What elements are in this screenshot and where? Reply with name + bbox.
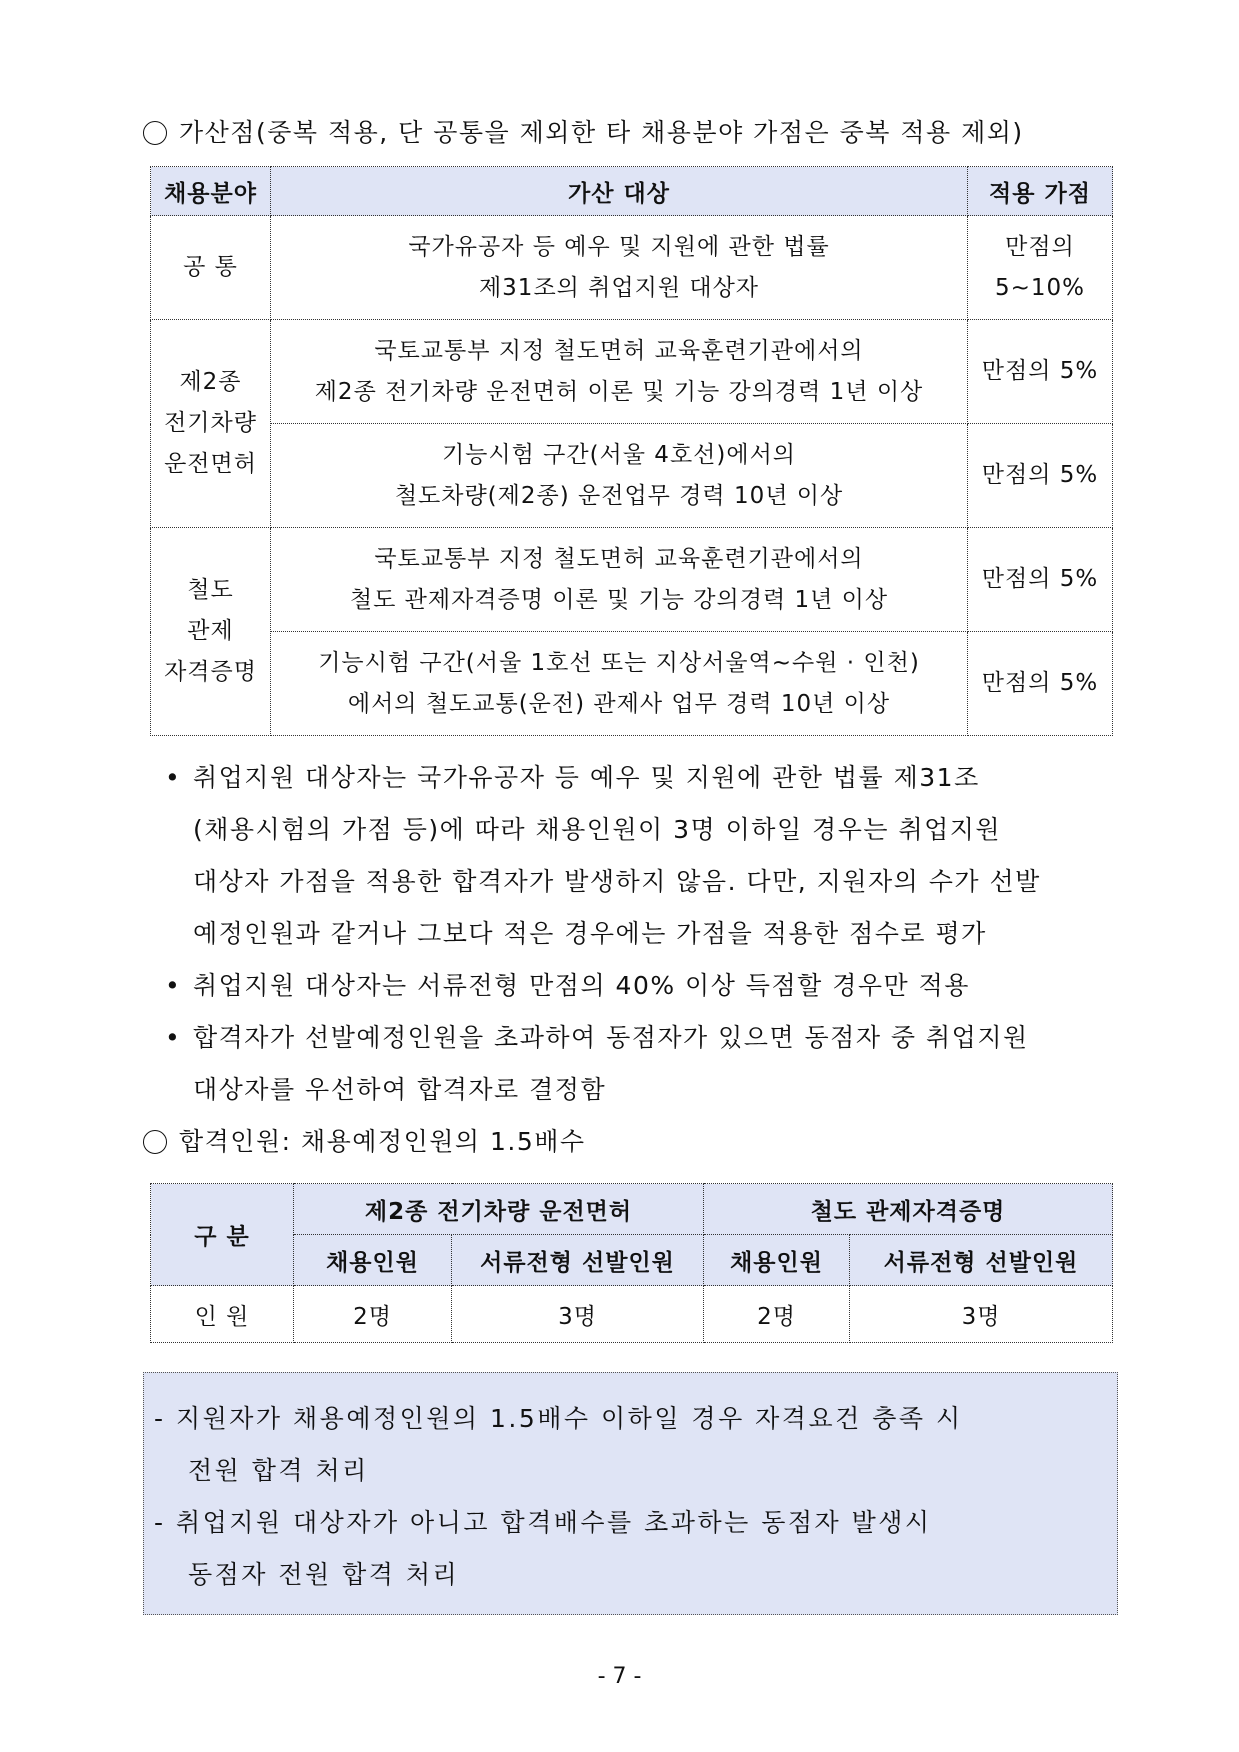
- target-cell: 국토교통부 지정 철도면허 교육훈련기관에서의 철도 관제자격증명 이론 및 기능 강의경력 1년 이상: [271, 528, 968, 632]
- points-cell: 만점의 5%: [968, 528, 1113, 632]
- value-cell: 2명: [294, 1286, 452, 1343]
- bullet-dot-icon: •: [165, 763, 182, 792]
- bonus-table: [150, 166, 1113, 736]
- table-row: [151, 320, 1113, 424]
- header-group-control: 철도 관제자격증명: [704, 1184, 1113, 1235]
- subheader-hire: 채용인원: [294, 1235, 452, 1286]
- circle-bullet-icon: [143, 121, 167, 145]
- bonus-table-header-row: [151, 167, 1113, 216]
- pass-heading: [143, 1125, 586, 1159]
- note-3: • 합격자가 선발예정인원을 초과하여 동점자가 있으면 동점자 중 취업지원 대상자를 우선하여 합격자로 결정함: [165, 1012, 1029, 1116]
- field-control: 철도 관제 자격증명: [151, 528, 271, 736]
- table-row: [151, 1286, 1113, 1343]
- points-cell: 만점의 5%: [968, 320, 1113, 424]
- circle-bullet-icon: [143, 1130, 167, 1154]
- value-cell: 2명: [704, 1286, 850, 1343]
- target-cell: 국토교통부 지정 철도면허 교육훈련기관에서의 제2종 전기차량 운전면허 이론 및 기능 강의경력 1년 이상: [271, 320, 968, 424]
- table-row: [151, 424, 1113, 528]
- subheader-document: 서류전형 선발인원: [850, 1235, 1113, 1286]
- table-row: [151, 632, 1113, 736]
- note-1: • 취업지원 대상자는 국가유공자 등 예우 및 지원에 관한 법률 제31조 (채용시험의 가점 등)에 따라 채용인원이 3명 이하일 경우는 취업지원 대상자 가점을 적용한 합격자가 발생하지 않음. 다만, 지원자의 수가 선발 예정인원과 같거나 그보다 적은 경우에는 가점을 적용한 점수로 평가: [165, 752, 1041, 960]
- table-row: [151, 528, 1113, 632]
- info-box: - 지원자가 채용예정인원의 1.5배수 이하일 경우 자격요건 충족 시 전원 합격 처리 - 취업지원 대상자가 아니고 합격배수를 초과하는 동점자 발생시 동점자 전원 합격 처리: [143, 1372, 1118, 1615]
- table-row: [151, 216, 1113, 320]
- points-cell: 만점의 5%: [968, 424, 1113, 528]
- value-cell: 3명: [452, 1286, 704, 1343]
- header-group-license: 제2종 전기차량 운전면허: [294, 1184, 704, 1235]
- pass-table-subheader-row: [151, 1235, 1113, 1286]
- field-common: 공 통: [151, 216, 271, 320]
- header-field: 채용분야: [151, 167, 271, 216]
- bullet-dot-icon: •: [165, 971, 182, 1000]
- header-corner: 구 분: [151, 1184, 294, 1286]
- header-points: 적용 가점: [968, 167, 1113, 216]
- subheader-hire: 채용인원: [704, 1235, 850, 1286]
- header-target: 가산 대상: [271, 167, 968, 216]
- field-license: 제2종 전기차량 운전면허: [151, 320, 271, 528]
- row-label: 인 원: [151, 1286, 294, 1343]
- value-cell: 3명: [850, 1286, 1113, 1343]
- bonus-heading-text: 가산점(중복 적용, 단 공통을 제외한 타 채용분야 가점은 중복 적용 제외): [179, 118, 1024, 147]
- bullet-dot-icon: •: [165, 1023, 182, 1052]
- pass-table: [150, 1183, 1113, 1343]
- bonus-heading: [143, 116, 1024, 150]
- target-cell: 기능시험 구간(서울 1호선 또는 지상서울역~수원 · 인천) 에서의 철도교통(운전) 관제사 업무 경력 10년 이상: [271, 632, 968, 736]
- note-2: • 취업지원 대상자는 서류전형 만점의 40% 이상 득점할 경우만 적용: [165, 960, 970, 1012]
- target-cell: 국가유공자 등 예우 및 지원에 관한 법률 제31조의 취업지원 대상자: [271, 216, 968, 320]
- subheader-document: 서류전형 선발인원: [452, 1235, 704, 1286]
- page-number: - 7 -: [597, 1664, 642, 1689]
- target-cell: 기능시험 구간(서울 4호선)에서의 철도차량(제2종) 운전업무 경력 10년 이상: [271, 424, 968, 528]
- points-cell: 만점의 5%: [968, 632, 1113, 736]
- pass-table-group-row: [151, 1184, 1113, 1235]
- pass-heading-text: 합격인원: 채용예정인원의 1.5배수: [179, 1127, 586, 1156]
- points-cell: 만점의 5~10%: [968, 216, 1113, 320]
